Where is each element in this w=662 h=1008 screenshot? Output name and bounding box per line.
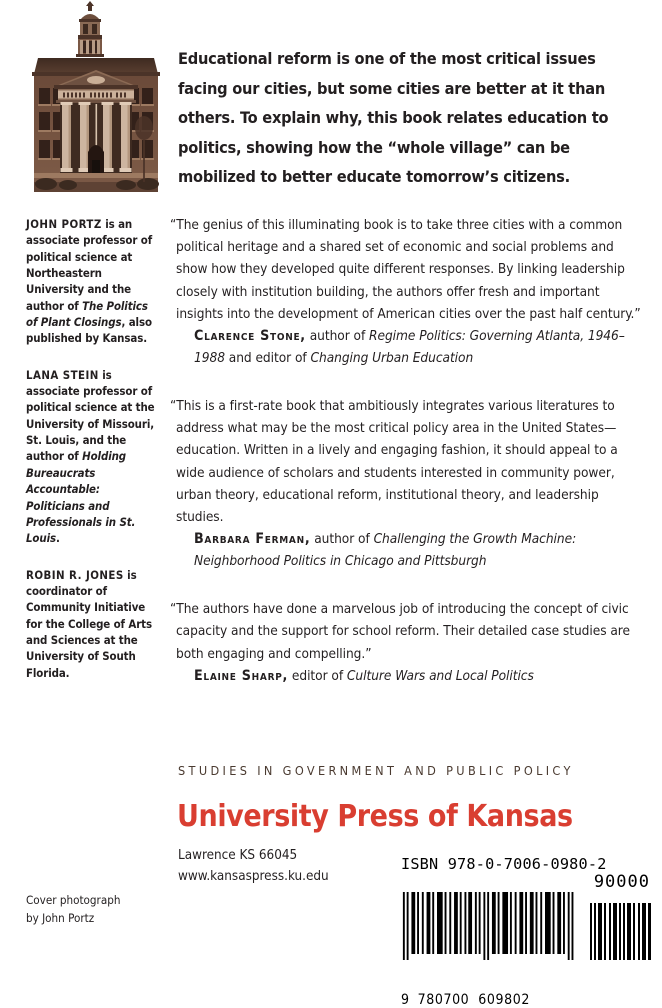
blurb-sharp-reviewer-name: Elaine Sharp, <box>194 667 289 684</box>
blurb-stone-attribution <box>170 326 648 369</box>
author-bio-portz-title: The Politics of Plant Closings <box>26 298 148 330</box>
author-name-jones: ROBIN R. JONES <box>26 567 124 582</box>
ean-digits <box>401 992 583 1008</box>
author-bio-portz-text-2: , also published by Kansas. <box>26 315 152 346</box>
cover-photograph <box>22 0 170 192</box>
blurb-ferman-quote: “This is a first-rate book that ambitiously integrates various literatures to address what may be the most critical policy area in the United States—education. Written in a lively and engaging fashion, it should appeal to a wide audience of scholars and students interested in community power, urban theory, educational reform, institutional theory, and leadership studies. <box>170 398 618 526</box>
photo-credit-line-2: by John Portz <box>26 910 95 925</box>
blurb-sharp-attrib-title1: Culture Wars and Local Politics <box>346 667 534 684</box>
blurb-sharp-attribution <box>170 666 648 688</box>
blurb-stone-reviewer-name: Clarence Stone, <box>194 328 306 345</box>
barcode-block <box>401 855 653 1008</box>
author-bio-stein-text-2: . <box>55 531 60 546</box>
blurb-ferman-attrib-part1: author of <box>310 531 374 548</box>
author-bio-jones <box>26 567 162 681</box>
blurb-sharp-attrib-part1: editor of <box>288 667 347 684</box>
author-name-portz: JOHN PORTZ <box>26 217 102 231</box>
blurb-stone <box>170 214 648 369</box>
author-bio-portz <box>26 216 162 347</box>
author-bio-jones-text-1: is coordinator of Community Initiative for the College of Arts and Sciences at the University of South Florida. <box>26 567 152 680</box>
blurb-stone-attrib-part1: author of <box>305 328 370 345</box>
author-bio-stein-text-1: is associate professor of political science at the University of Missouri, St. Louis, and the author of <box>26 367 155 464</box>
blurb-ferman-reviewer-name: Barbara Ferman, <box>194 531 311 548</box>
ean13-bars <box>401 892 581 960</box>
blurb-stone-quote: “The genius of this illuminating book is to take three cities with a common political heritage and a shared set of economic and social problems and show how they developed quite different responses. By linking leadership closely with institution building, the authors offer fresh and important insights into the development of American cities over the past half century.” <box>170 217 641 322</box>
school-building-illustration <box>22 0 170 192</box>
author-bio-stein-title: Holding Bureaucrats Accountable: Politicians and Professionals in St. Louis <box>26 449 136 546</box>
photo-credit-line-1: Cover photograph <box>26 893 121 907</box>
blurb-sharp <box>170 598 648 687</box>
author-bios <box>26 216 162 701</box>
cover-headline: Educational reform is one of the most critical issues facing our cities, but some cities are better at it than others. To explain why, this book relates education to politics, showing how the “whole village” can be mobilized to better educate tomorrow’s citizens. <box>178 49 609 186</box>
author-bio-portz-text-1: is an associate professor of political science at Northeastern University and the author of <box>26 217 153 313</box>
blurb-stone-attrib-part2: and editor of <box>224 349 311 366</box>
series-title: STUDIES IN GOVERNMENT AND PUBLIC POLICY <box>178 763 574 778</box>
publisher-website[interactable]: www.kansaspress.ku.edu <box>178 869 329 884</box>
entrance-steps <box>34 173 158 178</box>
isbn-text: ISBN 978-0-7006-0980-2 <box>401 855 607 873</box>
ean5-addon-bars <box>589 903 653 960</box>
ean-digit-first: 9 <box>401 992 410 1008</box>
blurb-ferman-attribution <box>170 529 648 572</box>
blurb-stone-attrib-title1: Regime Politics: Governing Atlanta, 1946–1988 <box>194 328 625 366</box>
blurb-stone-attrib-title2: Changing Urban Education <box>310 349 474 366</box>
review-blurbs <box>170 214 648 713</box>
price-code-text: 90000 <box>593 872 650 892</box>
publisher-name: University Press of Kansas <box>177 799 573 834</box>
ean-digits-right: 609802 <box>478 992 530 1008</box>
blurb-ferman <box>170 395 648 572</box>
inscription-band <box>56 89 136 103</box>
blurb-ferman-attrib-title1: Challenging the Growth Machine: Neighborhood Politics in Chicago and Pittsburgh <box>194 531 577 569</box>
publisher-city: Lawrence KS 66045 <box>178 848 298 863</box>
blurb-sharp-quote: “The authors have done a marvelous job of introducing the concept of civic capacity and the support for school reform. Their detailed case studies are both engaging and compelling.” <box>170 601 630 662</box>
photo-credit <box>26 892 120 927</box>
barcode-bars <box>401 892 653 1008</box>
entrance-door <box>88 145 104 176</box>
publisher-address <box>178 845 329 887</box>
author-name-stein: LANA STEIN <box>26 367 99 382</box>
ean-digits-left: 780700 <box>417 992 470 1008</box>
author-bio-stein <box>26 367 162 547</box>
